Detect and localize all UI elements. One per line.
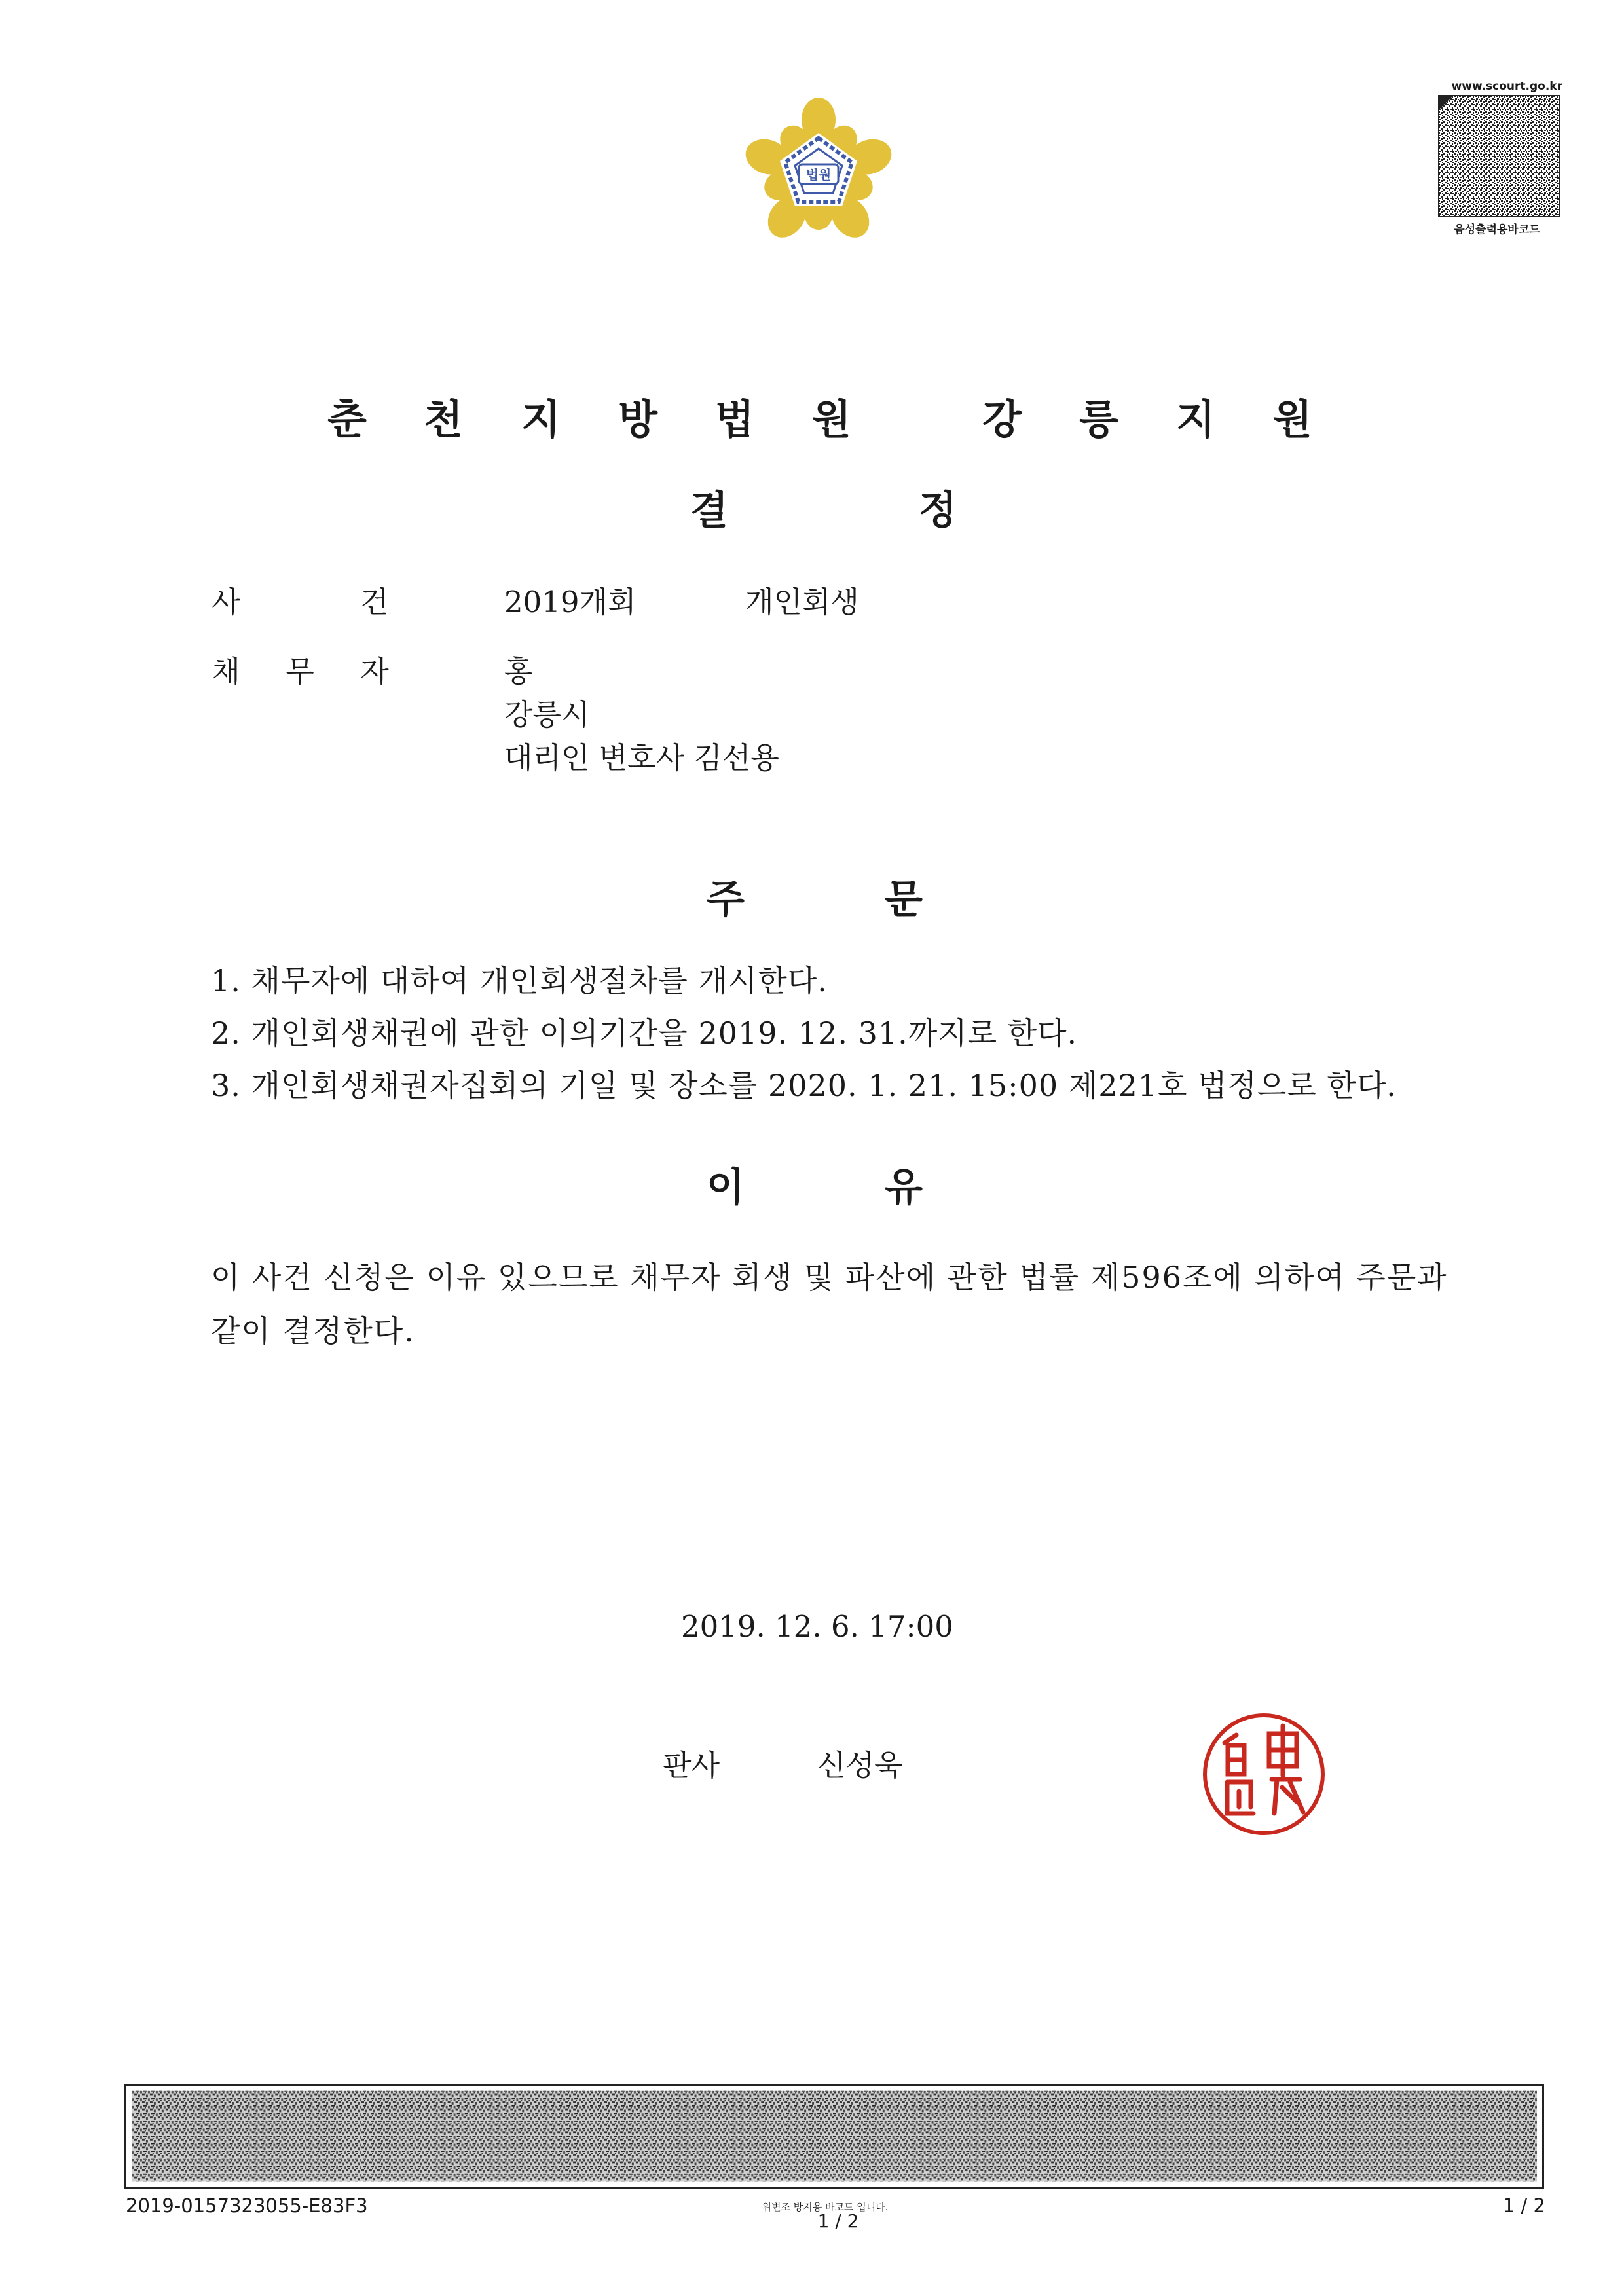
order-heading-char: 주 [707, 877, 745, 922]
reason-heading-char: 유 [885, 1165, 923, 1211]
case-name: 개인회생 [745, 585, 859, 619]
order-heading-char: 문 [885, 877, 923, 922]
document-id: 2019-0157323055-E83F3 [126, 2195, 368, 2217]
doc-type-char: 결 [690, 488, 728, 534]
order-item: 1. 채무자에 대하여 개인회생절차를 개시한다. [211, 963, 828, 998]
case-label-char: 건 [360, 585, 389, 619]
case-label-char: 사 [212, 585, 240, 619]
case-number: 2019개회 [504, 585, 637, 619]
case-label [0, 583, 458, 622]
judge-seal-icon [1198, 1709, 1329, 1840]
court-char: 강 [982, 395, 1022, 443]
emblem-text: 법원 [805, 167, 832, 183]
debtor-label-char: 자 [360, 654, 389, 689]
page-number-right: 1 / 2 [1502, 2195, 1545, 2217]
reason-text: 이 사건 신청은 이유 있으므로 채무자 회생 및 파산에 관한 법률 제596조에 의하여 주문과 같이 결정한다. [211, 1260, 1448, 1349]
court-char: 법 [715, 395, 754, 443]
debtor-agent: 대리인 변호사 김선용 [504, 740, 779, 775]
page-number-center: 1 / 2 [817, 2210, 859, 2232]
order-item: 2. 개인회생채권에 관한 이의기간을 2019. 12. 31.까지로 한다. [211, 1015, 1078, 1051]
reason-heading-char: 이 [707, 1165, 745, 1211]
doc-type-char: 정 [919, 488, 957, 534]
court-emblem-icon [740, 95, 897, 252]
debtor-label-char: 무 [286, 654, 314, 689]
qr-code-icon [1438, 95, 1560, 217]
debtor-address: 강릉시 [504, 697, 590, 732]
court-char: 춘 [327, 395, 367, 443]
security-barcode-icon [124, 2084, 1544, 2189]
judge-name: 신성욱 [817, 1748, 903, 1783]
debtor-label [0, 652, 458, 691]
court-char: 천 [424, 395, 463, 443]
court-char: 원 [1273, 395, 1312, 443]
qr-url: www.scourt.go.kr [1451, 80, 1562, 93]
barcode-note: 위변조 방지용 바코드 입니다. [762, 2201, 889, 2213]
decision-date: 2019. 12. 6. 17:00 [681, 1609, 953, 1644]
order-item: 3. 개인회생채권자집회의 기일 및 장소를 2020. 1. 21. 15:00 제221호 법정으로 한다. [211, 1068, 1397, 1103]
debtor-label-char: 채 [212, 654, 240, 689]
court-char: 원 [812, 395, 851, 443]
court-char: 릉 [1079, 395, 1118, 443]
court-char: 방 [618, 395, 657, 443]
judge-title: 판사 [663, 1748, 720, 1783]
court-name [0, 390, 1624, 449]
debtor-name: 홍 [504, 654, 533, 689]
qr-caption: 음성출력용바코드 [1454, 223, 1540, 236]
court-char: 지 [521, 395, 561, 443]
court-char: 지 [1176, 395, 1215, 443]
